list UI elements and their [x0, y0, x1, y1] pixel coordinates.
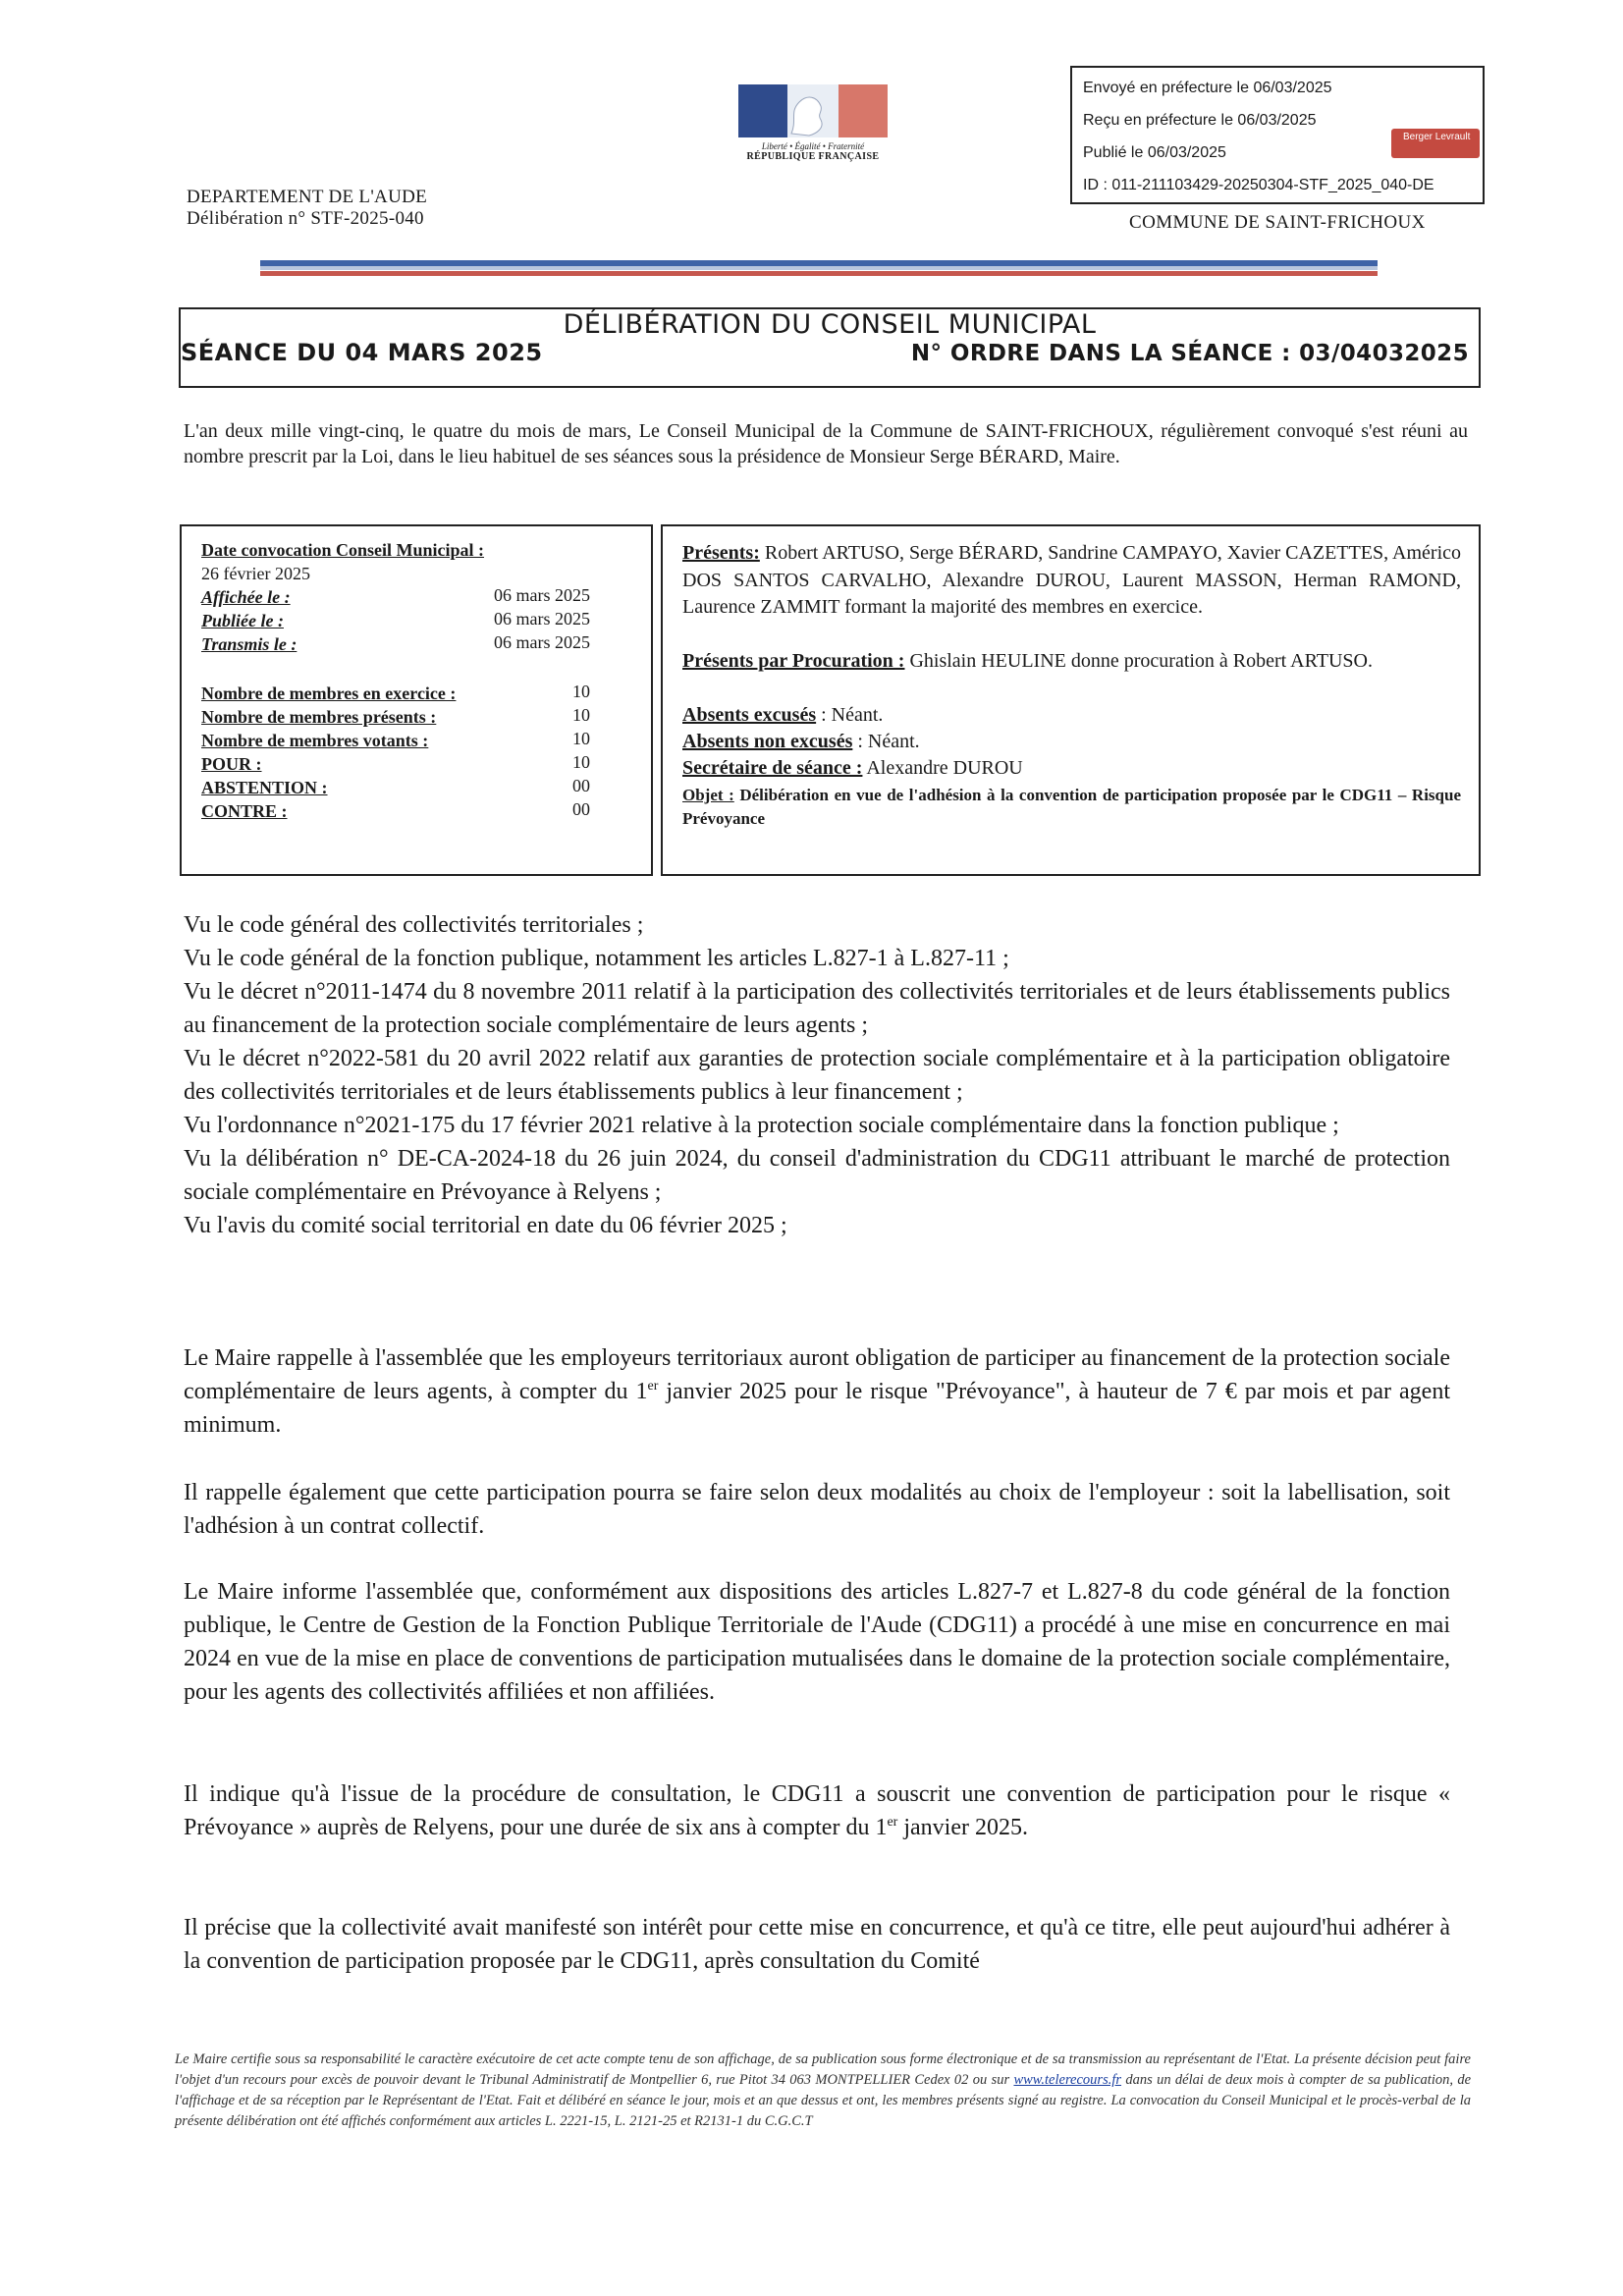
- marianne-profile-icon: [787, 84, 839, 137]
- visa-item: Vu le décret n°2011-1474 du 8 novembre 2011 relatif à la participation des collectivités territoriales et de leurs établissements publics au financement de la protection sociale complémentaire de leurs agents ;: [184, 979, 1450, 1038]
- visa-item: Vu le code général de la fonction publique, notamment les articles L.827-1 à L.827-11 ;: [184, 946, 1009, 971]
- legal-footer: [175, 2050, 1471, 2132]
- visa-item: Vu l'avis du comité social territorial en date du 06 février 2025 ;: [184, 1213, 787, 1238]
- paragraph-mise-en-concurrence: Le Maire informe l'assemblée que, conformément aux dispositions des articles L.827-7 et L.827-8 du code général de la fonction publique, le Centre de Gestion de la Fonction Publique Territoriale de l'Aude (CDG11) a procédé à une mise en concurrence en mai 2024 en vue de la mise en place de conventions de participation mutualisées dans le domaine de la protection sociale complémentaire, pour les agents des collectivités affiliées et non affiliées.: [184, 1579, 1450, 1705]
- order-number: N° ORDRE DANS LA SÉANCE : 03/04032025: [910, 341, 1469, 366]
- count-value: 10: [572, 705, 590, 725]
- convocation-info-box: [180, 524, 653, 876]
- stripe-light: [260, 266, 1378, 270]
- objet-block: [682, 784, 1461, 831]
- footer-text: Le Maire certifie sous sa responsabilité le caractère exécutoire de cet acte compte tenu de son affichage, de sa publication sous forme électronique et de sa transmission au représentant de l'Etat. La présente décision peut faire l'objet d'un recours pour excès de pouvoir devant le Tribunal Administratif de Montpellier 6, rue Pitot 34 063 MONTPELLIER Cedex 02 ou sur: [175, 2051, 1471, 2088]
- paragraph-modalites: Il rappelle également que cette participation pourra se faire selon deux modalités au choix de l'employeur : soit la labellisation, soit l'adhésion à un contrat collectif.: [184, 1480, 1450, 1539]
- tricolor-flag-icon: [738, 84, 888, 137]
- publiee-label: Publiée le :: [201, 611, 284, 630]
- convocation-label: Date convocation Conseil Municipal :: [201, 540, 484, 560]
- count-value: 10: [572, 729, 590, 748]
- footer-text: dans un délai de deux mois à compter de sa publication, de l'affichage et de sa réception par le Représentant de l'Etat. Fait et délibéré en séance le jour, mois et an que dessus et ont, les membres présents signé au registre. La convocation du Conseil Municipal et le procès-verbal de la présente délibération ont été affichés conformément aux articles L. 2221-15, L. 2121-25 et R2131-1 du C.G.C.T: [175, 2072, 1471, 2129]
- procuration-label: Présents par Procuration :: [682, 650, 905, 672]
- intro-paragraph: L'an deux mille vingt-cinq, le quatre du mois de mars, Le Conseil Municipal de la Commune de SAINT-FRICHOUX, régulièrement convoqué s'est réuni au nombre prescrit par la Loi, dans le lieu habituel de ses séances sous la présidence de Monsieur Serge BÉRARD, Maire.: [184, 420, 1468, 467]
- excuses-text: : Néant.: [821, 704, 884, 726]
- logo-motto: Liberté • Égalité • Fraternité: [761, 141, 865, 151]
- secretaire-block: [682, 755, 1461, 783]
- stamp-id: ID : 011-211103429-20250304-STF_2025_040-DE: [1083, 177, 1434, 193]
- visa-item: Vu le décret n°2022-581 du 20 avril 2022 relatif aux garanties de protection sociale complémentaire et à la participation obligatoire des collectivités territoriales et de leurs établissements publics à leur financement ;: [184, 1046, 1450, 1105]
- paragraph-adhesion: Il précise que la collectivité avait manifesté son intérêt pour cette mise en concurrence, et qu'à ce titre, elle peut aujourd'hui adhérer à la convention de participation proposée par le CDG11, après consultation du Comité: [184, 1915, 1450, 1974]
- visa-item: Vu la délibération n° DE-CA-2024-18 du 26 juin 2024, du conseil d'administration du CDG11 attribuant le marché de protection sociale complémentaire en Prévoyance à Relyens ;: [184, 1146, 1450, 1205]
- presents-text: Robert ARTUSO, Serge BÉRARD, Sandrine CAMPAYO, Xavier CAZETTES, Américo DOS SANTOS CARVALHO, Alexandre DUROU, Laurent MASSON, Herman RAMOND, Laurence ZAMMIT formant la majorité des membres en exercice.: [682, 542, 1462, 618]
- prefecture-stamp: [1070, 66, 1485, 204]
- objet-text: Délibération en vue de l'adhésion à la convention de participation proposée par le CDG11 – Risque Prévoyance: [682, 786, 1461, 828]
- transmis-label: Transmis le :: [201, 634, 298, 654]
- logo-country: RÉPUBLIQUE FRANÇAISE: [746, 151, 880, 162]
- attendance-box: [661, 524, 1481, 876]
- affichee-value: 06 mars 2025: [494, 585, 590, 605]
- telerecours-link[interactable]: www.telerecours.fr: [1013, 2072, 1122, 2088]
- affichee-label: Affichée le :: [201, 587, 291, 607]
- paragraph-text: Il indique qu'à l'issue de la procédure de consultation, le CDG11 a souscrit une convention de participation pour le risque « Prévoyance » auprès de Relyens, pour une durée de six ans à compter du 1: [184, 1781, 1450, 1840]
- secretaire-text: Alexandre DUROU: [866, 757, 1023, 779]
- visa-list: [184, 908, 1450, 1242]
- excuses-label: Absents excusés: [682, 704, 817, 726]
- visa-item: Vu l'ordonnance n°2021-175 du 17 février 2021 relative à la protection sociale complémentaire dans la fonction publique ;: [184, 1113, 1339, 1138]
- superscript: er: [647, 1379, 659, 1394]
- paragraph-text: janvier 2025.: [897, 1815, 1028, 1840]
- non-excuses-label: Absents non excusés: [682, 731, 853, 752]
- non-excuses-text: : Néant.: [857, 731, 920, 752]
- seance-date: SÉANCE DU 04 MARS 2025: [181, 339, 543, 366]
- marianne-logo: [738, 84, 888, 162]
- secretaire-label: Secrétaire de séance :: [682, 757, 863, 779]
- transmis-value: 06 mars 2025: [494, 632, 590, 652]
- department-header: [187, 187, 427, 230]
- count-label: ABSTENTION :: [201, 778, 328, 797]
- paragraph-convention: [184, 1777, 1450, 1844]
- department-name: DEPARTEMENT DE L'AUDE: [187, 187, 428, 207]
- paragraph-text: Le Maire rappelle à l'assemblée que les employeurs territoriaux auront obligation de participer au financement de la protection sociale complémentaire de leurs agents, à compter du 1: [184, 1345, 1450, 1404]
- stripe-red: [260, 271, 1378, 276]
- visa-item: Vu le code général des collectivités territoriales ;: [184, 912, 644, 938]
- superscript: er: [887, 1815, 898, 1830]
- procuration-block: [682, 648, 1461, 676]
- berger-levrault-logo: Berger Levrault: [1391, 129, 1480, 158]
- count-label: Nombre de membres présents :: [201, 707, 437, 727]
- paragraph-text: janvier 2025 pour le risque "Prévoyance", à hauteur de 7 € par mois et par agent minimum.: [184, 1379, 1450, 1438]
- paragraph-obligation: [184, 1341, 1450, 1442]
- document-title: DÉLIBÉRATION DU CONSEIL MUNICIPAL: [563, 309, 1097, 340]
- presents-label: Présents:: [682, 542, 760, 564]
- stamp-received: Reçu en préfecture le 06/03/2025: [1083, 112, 1317, 129]
- title-box: [179, 307, 1481, 388]
- count-label: POUR :: [201, 754, 262, 774]
- procuration-text: Ghislain HEULINE donne procuration à Robert ARTUSO.: [909, 650, 1373, 672]
- publiee-value: 06 mars 2025: [494, 609, 590, 629]
- count-label: Nombre de membres en exercice :: [201, 683, 457, 703]
- count-value: 10: [572, 682, 590, 701]
- commune-name: COMMUNE DE SAINT-FRICHOUX: [1129, 212, 1426, 233]
- stamp-sent: Envoyé en préfecture le 06/03/2025: [1083, 80, 1332, 96]
- stamp-published: Publié le 06/03/2025: [1083, 144, 1226, 161]
- count-value: 00: [572, 799, 590, 819]
- deliberation-number: Délibération n° STF-2025-040: [187, 208, 424, 229]
- non-excuses-block: [682, 729, 1461, 756]
- convocation-date: 26 février 2025: [201, 564, 310, 583]
- count-value: 00: [572, 776, 590, 795]
- excuses-block: [682, 702, 1461, 730]
- presents-block: [682, 540, 1461, 622]
- count-label: CONTRE :: [201, 801, 288, 821]
- count-label: Nombre de membres votants :: [201, 731, 429, 750]
- count-value: 10: [572, 752, 590, 772]
- objet-label: Objet :: [682, 786, 734, 804]
